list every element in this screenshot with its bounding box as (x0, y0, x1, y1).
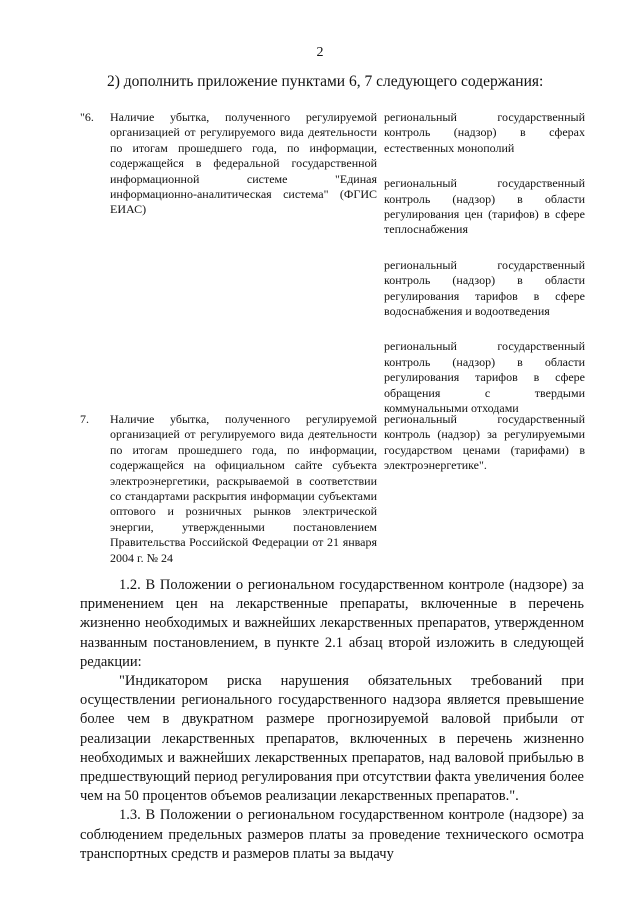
control-type-item: региональный государственный контроль (надзор) в области регулирования тарифов в сфере водоснабжения и водоотведения (384, 257, 585, 319)
row-number: 7. (80, 412, 89, 426)
document-body (80, 576, 584, 864)
paragraph-1-3: 1.3. В Положении о региональном государственном контроле (надзоре) за соблюдением предельных размеров платы за проведение технического осмотра транспортных средств и размеров платы за выдачу (80, 807, 584, 862)
risk-indicator-text: Наличие убытка, полученного регулируемой организацией от регулируемого вида деятельности по итогам прошедшего года, по информации, содержащейся на официальном сайте субъекта электроэнергетики, раскрываемой в соответствии со стандартами раскрытия информации субъектами оптового и розничных рынков электрической энергии, утвержденными постановлением Правительства Российской Федерации от 21 января 2004 г. № 24 (110, 412, 377, 565)
control-type-item: региональный государственный контроль (надзор) за регулируемыми государством ценами (тарифами) в электроэнергетике". (384, 412, 585, 473)
paragraph-quote: "Индикатором риска нарушения обязательных требований при осуществлении регионального государственного надзора является превышение более чем в двукратном размере прогнозируемой валовой прибыли от реализации лекарственных препаратов, включенных в перечень жизненно необходимых и важнейших лекарственных препаратов, над валовой прибылью в предшествующий период регулирования при отсутствии факта увеличения более чем на 50 процентов объемов реализации лекарственных препаратов.". (80, 673, 584, 805)
control-type-item: региональный государственный контроль (надзор) в области регулирования тарифов в сфере обращения с твердыми коммунальными отходами (384, 339, 585, 416)
control-type-item: региональный государственный контроль (надзор) в области регулирования цен (тарифов) в сфере теплоснабжения (384, 176, 585, 237)
control-types-list (384, 412, 585, 494)
row-number: "6. (80, 110, 94, 124)
control-type-item: региональный государственный контроль (надзор) в сферах естественных монополий (384, 110, 585, 155)
page-number: 2 (316, 45, 324, 60)
risk-indicator-text: Наличие убытка, полученного регулируемой организацией от регулируемого вида деятельности по итогам прошедшего года, по информации, содержащейся в федеральной государственной информационной системе "Единая информационно-аналитическая система" (ФГИС ЕИАС) (110, 110, 377, 217)
amendment-intro: 2) дополнить приложение пунктами 6, 7 следующего содержания: (107, 73, 544, 90)
paragraph-1-2: 1.2. В Положении о региональном государственном контроле (надзоре) за применением цен на лекарственные препараты, включенные в перечень жизненно необходимых и важнейших лекарственных препаратов, утвержденном названным постановлением, в пункте 2.1 абзац второй изложить в следующей редакции: (80, 577, 584, 670)
control-types-list (384, 110, 585, 437)
